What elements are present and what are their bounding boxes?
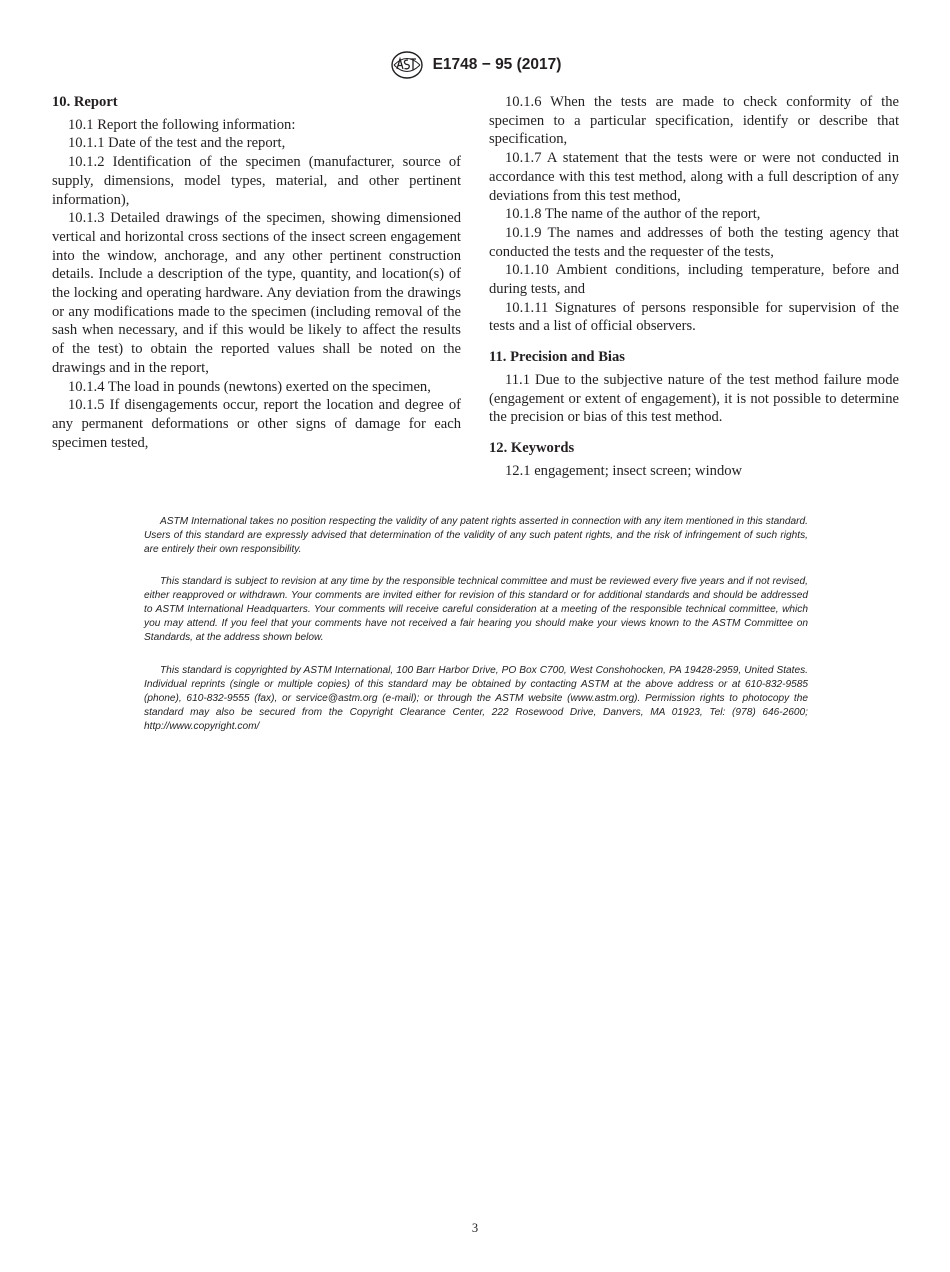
paragraph-10-1-4: 10.1.4 The load in pounds (newtons) exerted on the specimen, [68,378,431,395]
paragraph-10-1-11: 10.1.11 Signatures of persons responsible for supervision of the tests and a list of official observers. [489,299,899,335]
paragraph-10-1: 10.1 Report the following information: [68,116,296,133]
paragraph-10-1-7: 10.1.7 A statement that the tests were or were not conducted in accordance with this test method, along with a full description of any deviations from this test method, [489,150,899,204]
paragraph-10-1-10: 10.1.10 Ambient conditions, including temperature, before and during tests, and [489,262,899,298]
page-number: 3 [471,1221,479,1235]
page-header [0,50,950,80]
paragraph-11-1: 11.1 Due to the subjective nature of the test method failure mode (engagement or extent of engagement), it is not possible to determine the precision or bias of this test method. [489,371,899,426]
copyright-notice: This standard is copyrighted by ASTM International, 100 Barr Harbor Drive, PO Box C700, West Conshohocken, PA 19428-2959, United States. Individual reprints (single or multiple copies) of this standard may be obtained by contacting ASTM at the above address or at 610-832-9585 (phone), 610-832-9555 (fax), or service@astm.org (e-mail); or through the ASTM website (www.astm.org). Permission rights to photocopy the standard may also be secured from the Copyright Clearance Center, 222 Rosewood Drive, Danvers, MA 01923, Tel: (978) 646-2600; http://www.copyright.com/ [144,665,808,732]
section-10-heading: 10. Report [52,94,118,110]
standard-designation: E1748 − 95 (2017) [432,56,562,73]
paragraph-10-1-1: 10.1.1 Date of the test and the report, [68,135,286,152]
paragraph-10-1-9: 10.1.9 The names and addresses of both the testing agency that conducted the tests and the requester of the tests, [489,224,899,260]
section-11-heading: 11. Precision and Bias [489,349,625,366]
paragraph-10-1-8: 10.1.8 The name of the author of the report, [505,206,761,223]
paragraph-12-1: 12.1 engagement; insect screen; window [505,462,743,479]
section-12-heading: 12. Keywords [489,439,575,456]
astm-logo-icon [389,50,425,80]
patent-notice: ASTM International takes no position respecting the validity of any patent rights asserted in connection with any item mentioned in this standard. Users of this standard are expressly advised that determination of the validity of any such patent rights, and the risk of infringement of such rights, are entirely their own responsibility. [144,516,808,555]
revision-notice: This standard is subject to revision at any time by the responsible technical committee and must be reviewed every five years and if not revised, either reapproved or withdrawn. Your comments are invited either for revision of this standard or for additional standards and should be addressed to ASTM International Headquarters. Your comments will receive careful consideration at a meeting of the responsible technical committee, which you may attend. If you feel that your comments have not received a fair hearing you should make your views known to the ASTM Committee on Standards, at the address shown below. [144,576,808,643]
paragraph-10-1-3: 10.1.3 Detailed drawings of the specimen, showing dimensioned vertical and horizontal cross sections of the insect screen engagement into the window, anchorage, and any other pertinent construction details. Include a description of the type, quantity, and location(s) of the locking and operating hardware. Any deviation from the drawings or any modifications made to the specimen (including removal of the sash when necessary, and if this would be likely to affect the results of the test) to obtain the reported values shall be noted on the drawings and in the report, [52,210,461,376]
paragraph-10-1-5: 10.1.5 If disengagements occur, report the location and degree of any permanent deformations or other signs of damage for each specimen tested, [52,397,461,451]
paragraph-10-1-2: 10.1.2 Identification of the specimen (manufacturer, source of supply, dimensions, model types, material, and other pertinent information), [52,154,461,208]
left-column [52,93,461,452]
paragraph-10-1-6: 10.1.6 When the tests are made to check conformity of the specimen to a particular specification, identify or describe that specification, [489,94,899,148]
right-column [489,93,899,480]
